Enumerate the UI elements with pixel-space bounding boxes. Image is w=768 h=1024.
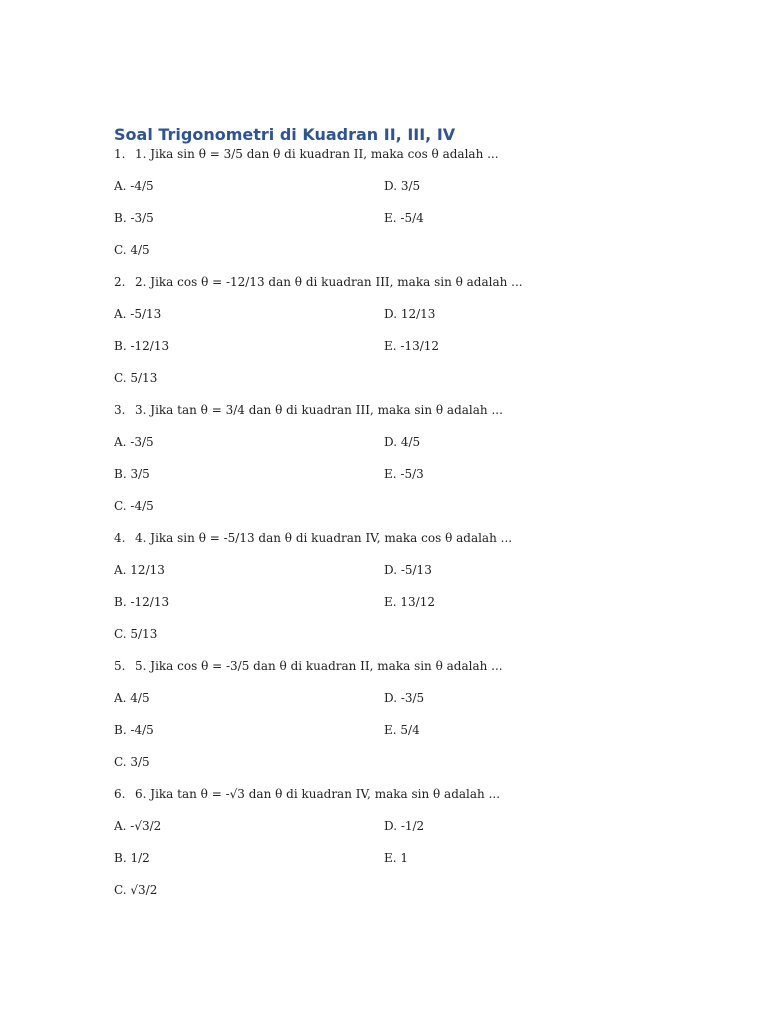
- question-number: 4.: [114, 531, 126, 545]
- option-b: B. -12/13: [114, 339, 170, 353]
- question-text: [114, 274, 654, 306]
- option-e: E. -13/12: [384, 339, 440, 353]
- question-stem: 4. Jika sin θ = -5/13 dan θ di kuadran IV, maka cos θ adalah ...: [135, 531, 513, 545]
- option-row: [114, 818, 654, 850]
- option-row: [114, 178, 654, 210]
- option-a: A. -4/5: [114, 179, 154, 193]
- option-row: [114, 338, 654, 370]
- option-row: [114, 210, 654, 242]
- option-b: B. 3/5: [114, 467, 150, 481]
- option-row: [114, 722, 654, 754]
- option-e: E. 5/4: [384, 723, 420, 737]
- option-c: C. 4/5: [114, 243, 150, 257]
- option-a: A. -5/13: [114, 307, 162, 321]
- option-d: D. 4/5: [384, 435, 421, 449]
- option-b: B. -3/5: [114, 211, 154, 225]
- question-text: [114, 786, 654, 818]
- option-a: A. -√3/2: [114, 819, 162, 833]
- question-text: [114, 146, 654, 178]
- option-row: [114, 370, 654, 402]
- option-c: C. 3/5: [114, 755, 150, 769]
- option-row: [114, 690, 654, 722]
- option-b: B. 1/2: [114, 851, 150, 865]
- question-5: [114, 658, 654, 786]
- question-3: [114, 402, 654, 530]
- option-a: A. 12/13: [114, 563, 165, 577]
- option-a: A. -3/5: [114, 435, 154, 449]
- question-1: [114, 146, 654, 274]
- question-text: [114, 530, 654, 562]
- document-title: Soal Trigonometri di Kuadran II, III, IV: [114, 125, 456, 144]
- question-number: 6.: [114, 787, 126, 801]
- option-d: D. -5/13: [384, 563, 432, 577]
- option-d: D. 3/5: [384, 179, 421, 193]
- question-number: 2.: [114, 275, 126, 289]
- option-e: E. 1: [384, 851, 409, 865]
- question-text: [114, 402, 654, 434]
- question-number: 1.: [114, 147, 126, 161]
- option-b: B. -4/5: [114, 723, 154, 737]
- option-row: [114, 850, 654, 882]
- option-a: A. 4/5: [114, 691, 150, 705]
- question-stem: 2. Jika cos θ = -12/13 dan θ di kuadran III, maka sin θ adalah ...: [135, 275, 523, 289]
- option-row: [114, 434, 654, 466]
- option-c: C. √3/2: [114, 883, 158, 897]
- option-row: [114, 306, 654, 338]
- question-number: 5.: [114, 659, 126, 673]
- option-c: C. -4/5: [114, 499, 154, 513]
- option-row: [114, 882, 654, 914]
- question-stem: 1. Jika sin θ = 3/5 dan θ di kuadran II, maka cos θ adalah ...: [135, 147, 499, 161]
- option-c: C. 5/13: [114, 371, 158, 385]
- option-d: D. -1/2: [384, 819, 425, 833]
- option-row: [114, 562, 654, 594]
- option-e: E. -5/3: [384, 467, 424, 481]
- option-e: E. 13/12: [384, 595, 435, 609]
- question-number: 3.: [114, 403, 126, 417]
- option-c: C. 5/13: [114, 627, 158, 641]
- option-row: [114, 754, 654, 786]
- question-stem: 3. Jika tan θ = 3/4 dan θ di kuadran III, maka sin θ adalah ...: [135, 403, 503, 417]
- option-b: B. -12/13: [114, 595, 170, 609]
- option-row: [114, 242, 654, 274]
- option-row: [114, 466, 654, 498]
- question-text: [114, 658, 654, 690]
- question-6: [114, 786, 654, 914]
- question-2: [114, 274, 654, 402]
- option-row: [114, 626, 654, 658]
- question-4: [114, 530, 654, 658]
- document-page: [114, 124, 654, 914]
- option-e: E. -5/4: [384, 211, 424, 225]
- option-d: D. -3/5: [384, 691, 425, 705]
- question-stem: 5. Jika cos θ = -3/5 dan θ di kuadran II, maka sin θ adalah ...: [135, 659, 503, 673]
- option-row: [114, 594, 654, 626]
- option-row: [114, 498, 654, 530]
- option-d: D. 12/13: [384, 307, 436, 321]
- question-stem: 6. Jika tan θ = -√3 dan θ di kuadran IV, maka sin θ adalah ...: [135, 787, 501, 801]
